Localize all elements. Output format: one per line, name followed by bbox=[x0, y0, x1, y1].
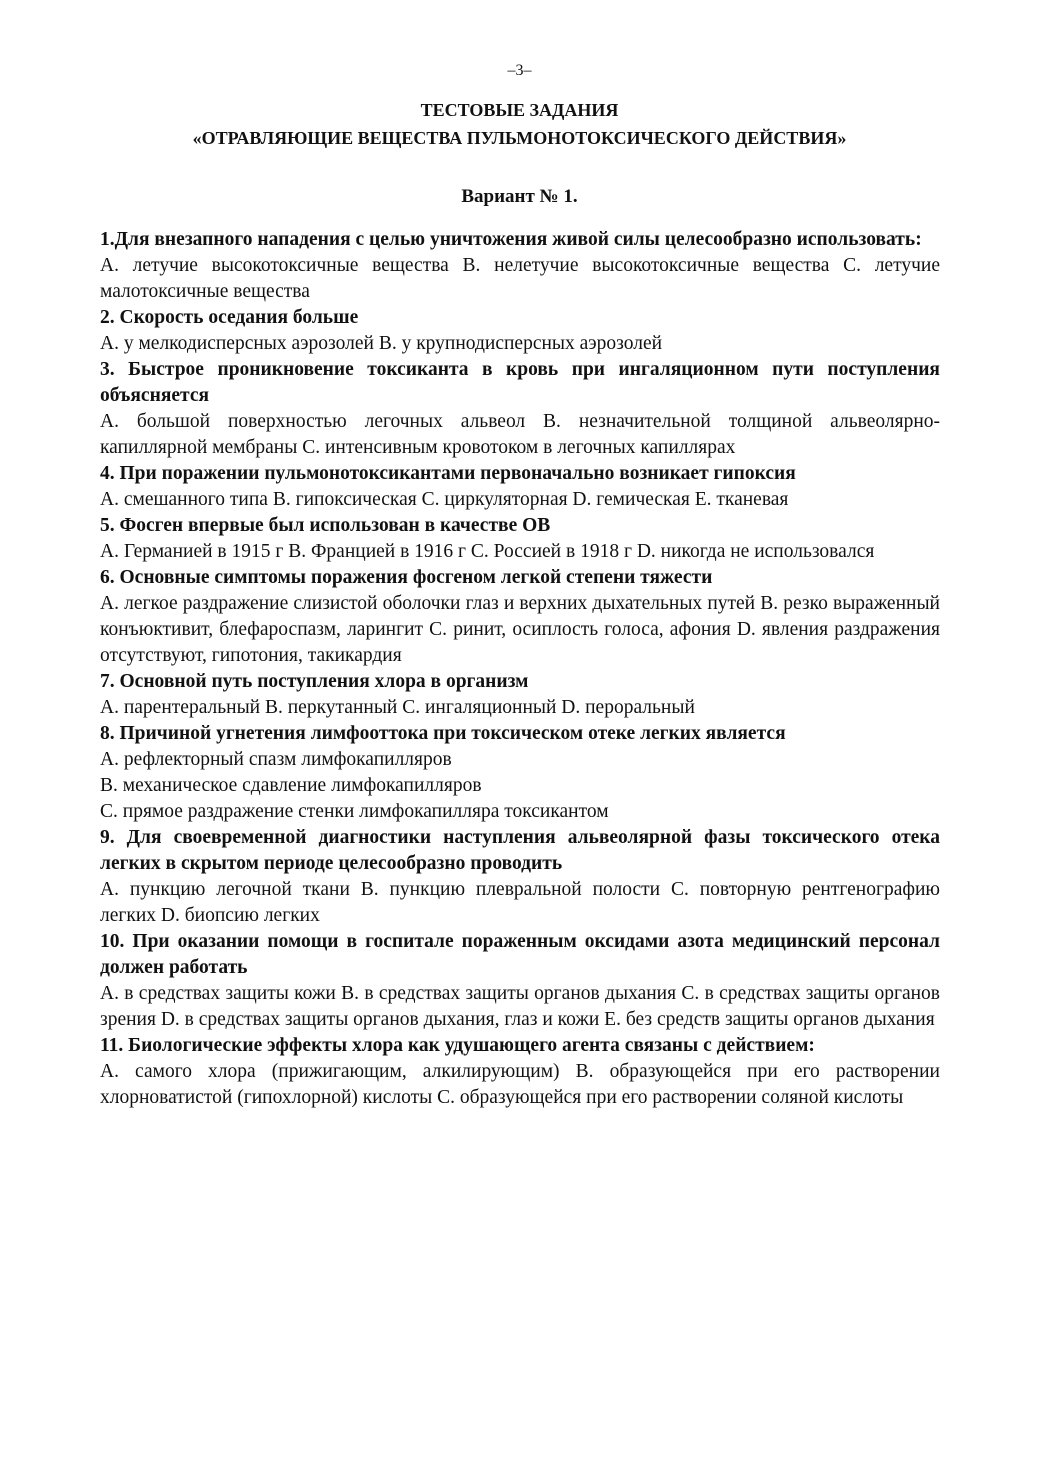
question-block bbox=[100, 227, 940, 305]
question-text: 8. Причиной угнетения лимфооттока при токсическом отеке легких является bbox=[100, 723, 786, 744]
question-text: 5. Фосген впервые был использован в качестве ОВ bbox=[100, 515, 551, 536]
answer-option: C. прямое раздражение стенки лимфокапилляра токсикантом bbox=[100, 801, 609, 822]
question-text: 4. При поражении пульмонотоксикантами первоначально возникает гипоксия bbox=[100, 463, 796, 484]
answer-options: A. легкое раздражение слизистой оболочки глаз и верхних дыхательных путей B. резко выраженный конъюктивит, блефароспазм, ларингит C. ринит, осиплость голоса, афония D. явления раздражения отсутствуют, гипотония, такикардия bbox=[100, 593, 940, 666]
question-block bbox=[100, 721, 940, 825]
answer-options: A. пункцию легочной ткани B. пункцию плевральной полости C. повторную рентгенографию легких D. биопсию легких bbox=[100, 879, 940, 926]
question-text: 3. Быстрое проникновение токсиканта в кровь при ингаляционном пути поступления объясняется bbox=[100, 359, 940, 406]
question-block bbox=[100, 565, 940, 669]
question-block bbox=[100, 305, 940, 357]
question-block bbox=[100, 513, 940, 565]
document-subtitle: «ОТРАВЛЯЮЩИЕ ВЕЩЕСТВА ПУЛЬМОНОТОКСИЧЕСКОГО ДЕЙСТВИЯ» bbox=[192, 128, 847, 148]
question-text: 10. При оказании помощи в госпитале пораженным оксидами азота медицинский персонал должен работать bbox=[100, 931, 940, 978]
question-block bbox=[100, 1033, 940, 1111]
answer-options: A. Германией в 1915 г B. Францией в 1916 г C. Россией в 1918 г D. никогда не использовался bbox=[100, 541, 875, 562]
question-text: 1.Для внезапного нападения с целью уничтожения живой силы целесообразно использовать: bbox=[100, 229, 922, 250]
variant-heading: Вариант № 1. bbox=[461, 186, 578, 207]
question-text: 9. Для своевременной диагностики наступления альвеолярной фазы токсического отека легких в скрытом периоде целесообразно проводить bbox=[100, 827, 940, 874]
document-title: ТЕСТОВЫЕ ЗАДАНИЯ bbox=[420, 100, 619, 120]
question-block bbox=[100, 461, 940, 513]
answer-options: A. самого хлора (прижигающим, алкилирующим) B. образующейся при его растворении хлорноватистой (гипохлорной) кислоты C. образующейся при его растворении соляной кислоты bbox=[100, 1061, 940, 1108]
question-text: 11. Биологические эффекты хлора как удушающего агента связаны с действием: bbox=[100, 1035, 815, 1056]
question-text: 6. Основные симптомы поражения фосгеном легкой степени тяжести bbox=[100, 567, 713, 588]
answer-option: A. рефлекторный спазм лимфокапилляров bbox=[100, 749, 452, 770]
questions-list bbox=[100, 227, 940, 1111]
question-block bbox=[100, 357, 940, 461]
question-text: 2. Скорость оседания больше bbox=[100, 307, 359, 328]
answer-option: B. механическое сдавление лимфокапилляров bbox=[100, 775, 482, 796]
question-block bbox=[100, 669, 940, 721]
question-block bbox=[100, 929, 940, 1033]
answer-options: A. летучие высокотоксичные вещества B. нелетучие высокотоксичные вещества C. летучие малотоксичные вещества bbox=[100, 255, 940, 302]
question-text: 7. Основной путь поступления хлора в организм bbox=[100, 671, 529, 692]
answer-options: A. в средствах защиты кожи B. в средствах защиты органов дыхания C. в средствах защиты органов зрения D. в средствах защиты органов дыхания, глаз и кожи E. без средств защиты органов дыхания bbox=[100, 983, 940, 1030]
answer-options: A. парентеральный B. перкутанный C. ингаляционный D. пероральный bbox=[100, 697, 695, 718]
answer-options: A. у мелкодисперсных аэрозолей B. у крупнодисперсных аэрозолей bbox=[100, 333, 663, 354]
question-block bbox=[100, 825, 940, 929]
answer-options: A. смешанного типа B. гипоксическая C. циркуляторная D. гемическая E. тканевая bbox=[100, 489, 789, 510]
answer-options: A. большой поверхностью легочных альвеол B. незначительной толщиной альвеолярно-капиллярной мембраны C. интенсивным кровотоком в легочных капиллярах bbox=[100, 411, 940, 458]
page-number: –3– bbox=[507, 62, 532, 79]
